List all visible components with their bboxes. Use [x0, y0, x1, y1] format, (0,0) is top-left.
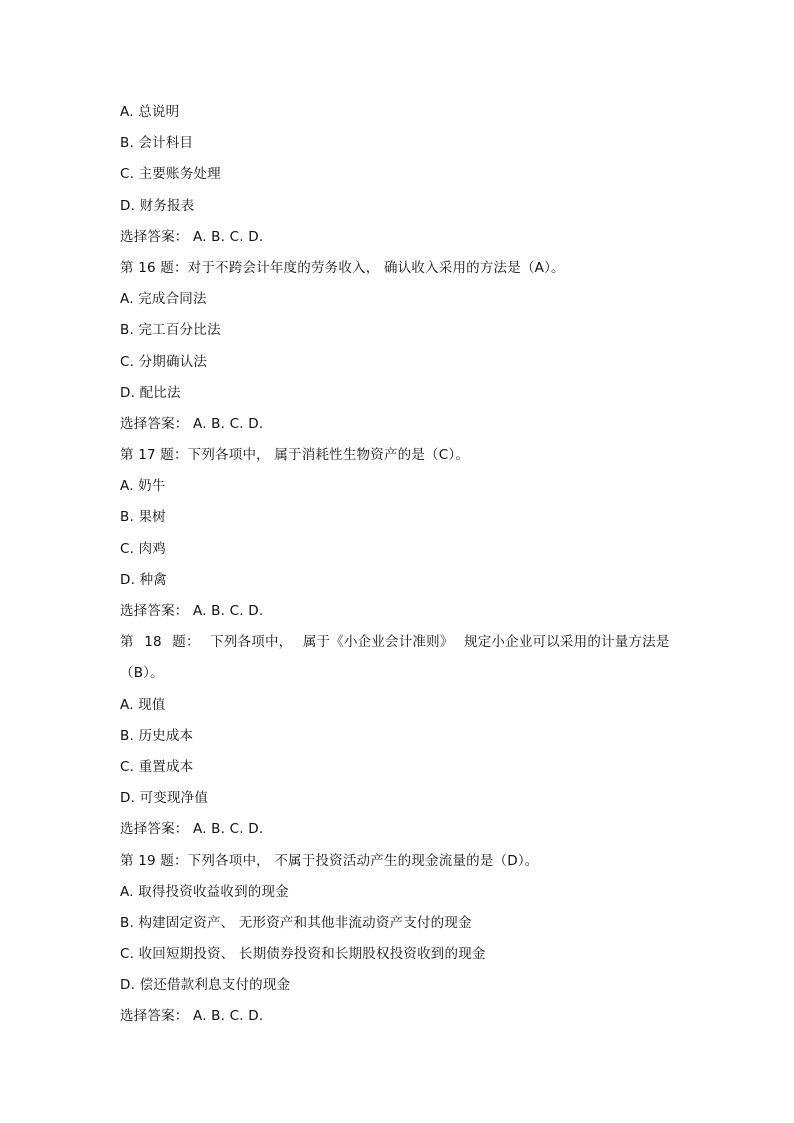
option-text: C. 肉鸡 — [120, 540, 167, 557]
question-19: 第 19 题：下列各项中， 不属于投资活动产生的现金流量的是（D）。 — [120, 852, 539, 869]
option-text: C. 收回短期投资、 长期债券投资和长期股权投资收到的现金 — [120, 946, 486, 963]
option-text: B. 果树 — [120, 509, 166, 526]
answer-choices: 选择答案： A. B. C. D. — [120, 821, 264, 838]
option-text: C. 重置成本 — [120, 758, 194, 775]
option-text: A. 取得投资收益收到的现金 — [120, 883, 289, 900]
answer-choices: 选择答案： A. B. C. D. — [120, 603, 264, 619]
option-text: D. 可变现净值 — [120, 790, 209, 807]
question-17: 第 17 题：下列各项中， 属于消耗性生物资产的是（C）。 — [120, 447, 470, 464]
question-18: 第 18 题： 下列各项中， 属于《小企业会计准则》 规定小企业可以采用的计量方法是 — [120, 634, 670, 651]
option-text: D. 种禽 — [120, 571, 167, 588]
option-text: A. 奶牛 — [120, 478, 166, 495]
option-text: D. 配比法 — [120, 384, 181, 401]
option-text: D. 偿还借款利息支付的现金 — [120, 977, 291, 994]
option-text: C. 分期确认法 — [120, 353, 208, 370]
answer-choices: 选择答案： A. B. C. D. — [120, 228, 264, 245]
option-text: D. 财务报表 — [120, 197, 195, 214]
answer-choices: 选择答案： A. B. C. D. — [120, 1008, 264, 1025]
option-text: A. 总说明 — [120, 104, 180, 120]
option-text: B. 会计科目 — [120, 135, 194, 152]
question-16: 第 16 题：对于不跨会计年度的劳务收入， 确认收入采用的方法是（A）。 — [120, 259, 565, 276]
question-18-continued: （B）。 — [120, 665, 164, 682]
option-text: B. 完工百分比法 — [120, 322, 221, 339]
option-text: A. 现值 — [120, 696, 166, 713]
option-text: C. 主要账务处理 — [120, 166, 221, 183]
answer-choices: 选择答案： A. B. C. D. — [120, 415, 264, 432]
option-text: B. 构建固定资产、 无形资产和其他非流动资产支付的现金 — [120, 914, 472, 931]
document-body — [120, 100, 680, 1036]
option-text: A. 完成合同法 — [120, 291, 207, 308]
option-text: B. 历史成本 — [120, 727, 194, 744]
